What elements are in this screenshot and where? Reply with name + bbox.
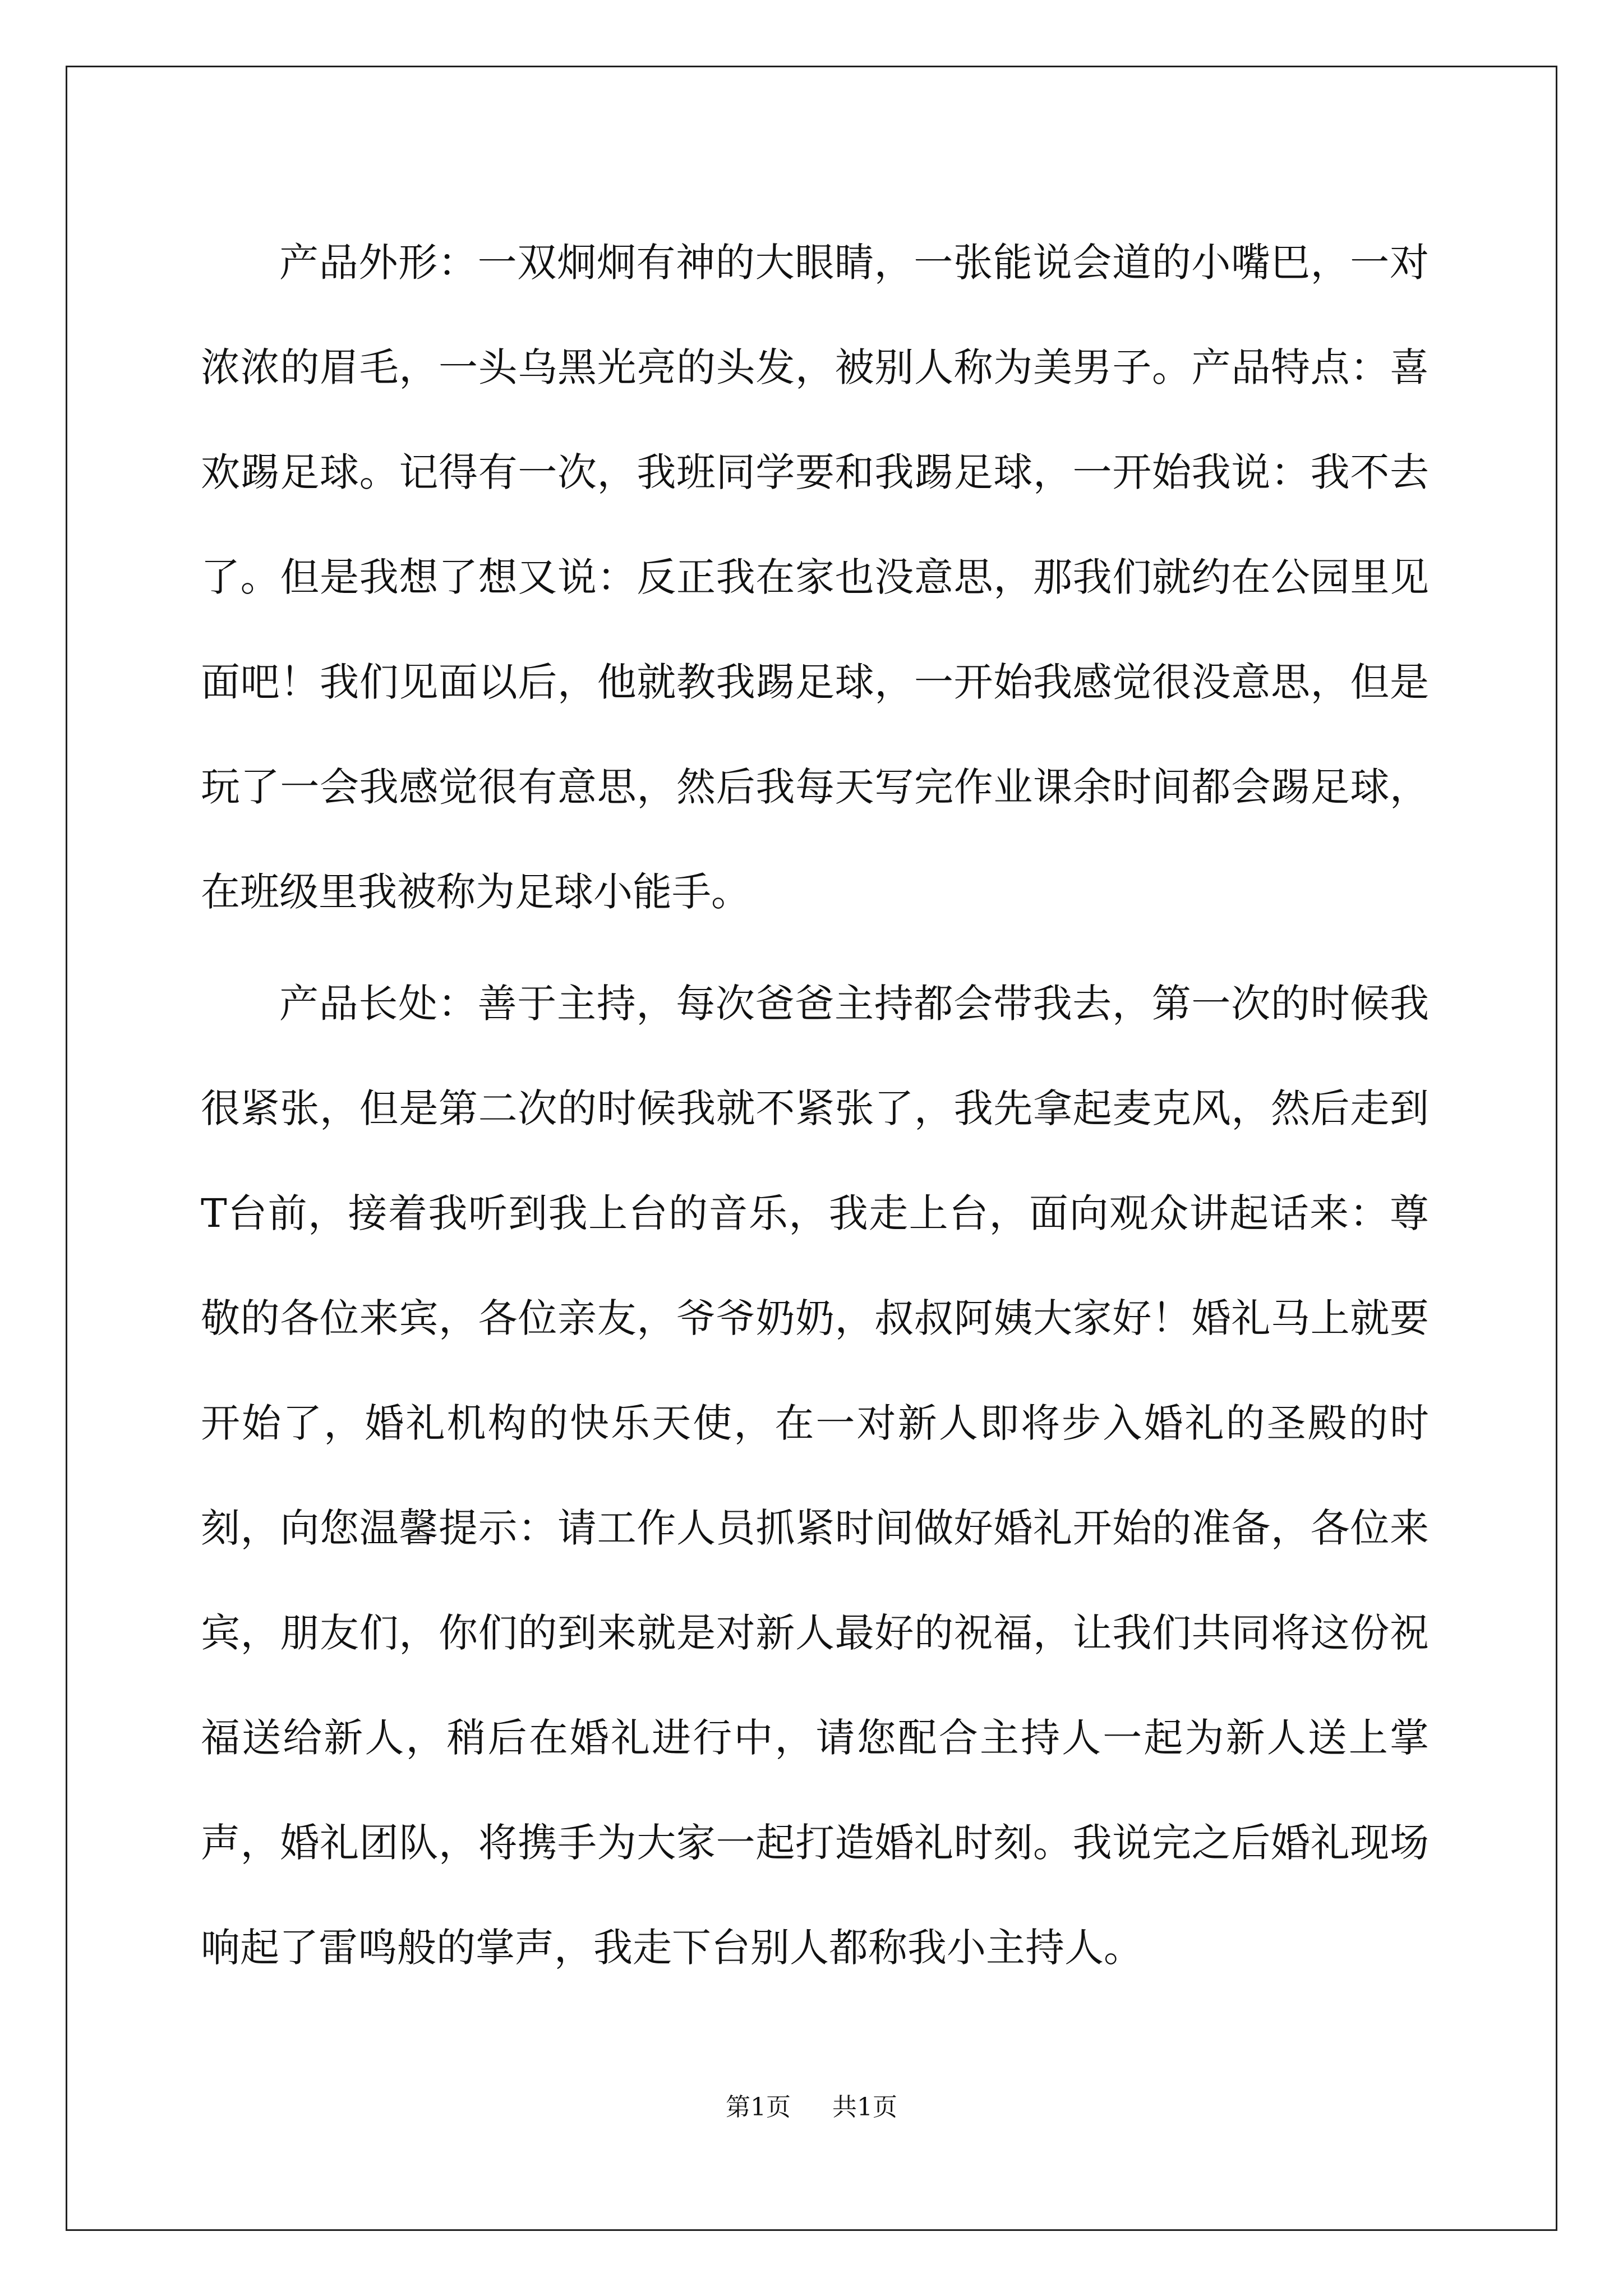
page-footer: [0, 2087, 1623, 2123]
paragraph-appearance: 产品外形：一双炯炯有神的大眼睛，一张能说会道的小嘴巴，一对浓浓的眉毛，一头乌黑光亮的头发，被别人称为美男子。产品特点：喜欢踢足球。记得有一次，我班同学要和我踢足球，一开始我说：我不去了。但是我想了想又说：反正我在家也没意思，那我们就约在公园里见面吧！我们见面以后，他就教我踢足球，一开始我感觉很没意思，但是玩了一会我感觉很有意思，然后我每天写完作业课余时间都会踢足球，在班级里我被称为足球小能手。: [201, 240, 1429, 915]
page-number-total: 共1页: [832, 2093, 897, 2122]
page-number-current: 第1页: [726, 2093, 791, 2122]
document-body: [201, 210, 1429, 2000]
paragraph-strengths: 产品长处：善于主持，每次爸爸主持都会带我去，第一次的时候我很紧张，但是第二次的时候我就不紧张了，我先拿起麦克风，然后走到T台前，接着我听到我上台的音乐，我走上台，面向观众讲起话来：尊敬的各位来宾，各位亲友，爷爷奶奶，叔叔阿姨大家好！婚礼马上就要开始了，婚礼机构的快乐天使，在一对新人即将步入婚礼的圣殿的时刻，向您温馨提示：请工作人员抓紧时间做好婚礼开始的准备，各位来宾，朋友们，你们的到来就是对新人最好的祝福，让我们共同将这份祝福送给新人，稍后在婚礼进行中，请您配合主持人一起为新人送上掌声，婚礼团队，将携手为大家一起打造婚礼时刻。我说完之后婚礼现场响起了雷鸣般的掌声，我走下台别人都称我小主持人。: [201, 981, 1429, 1971]
